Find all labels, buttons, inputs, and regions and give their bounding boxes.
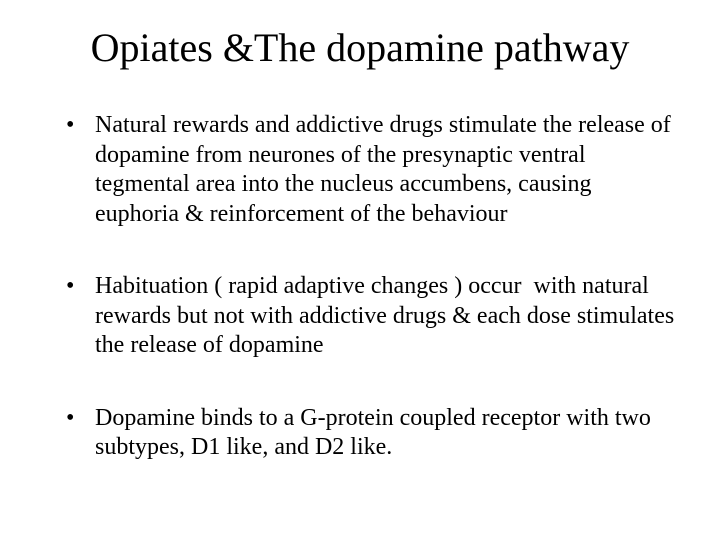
- bullet-marker: •: [66, 273, 75, 299]
- bullet-marker: •: [66, 112, 75, 138]
- bullet-list: [66, 111, 681, 463]
- bullet-item-dopamine-receptor: [66, 404, 676, 463]
- bullet-item-habituation: [66, 272, 681, 361]
- bullet-text: Habituation ( rapid adaptive changes ) occur with natural rewards but not with addictive drugs & each dose stimulates the release of dopamine: [95, 273, 681, 358]
- bullet-text: Dopamine binds to a G-protein coupled receptor with two subtypes, D1 like, and D2 like.: [95, 404, 657, 460]
- slide-title: Opiates &The dopamine pathway: [90, 25, 630, 70]
- bullet-text: Natural rewards and addictive drugs stimulate the release of dopamine from neurones of the presynaptic ventral tegmental area into the nucleus accumbens, causing euphoria & reinforcement of the behaviour: [95, 112, 677, 227]
- bullet-item-reward-dopamine-release: [66, 111, 676, 229]
- bullet-marker: •: [66, 404, 75, 431]
